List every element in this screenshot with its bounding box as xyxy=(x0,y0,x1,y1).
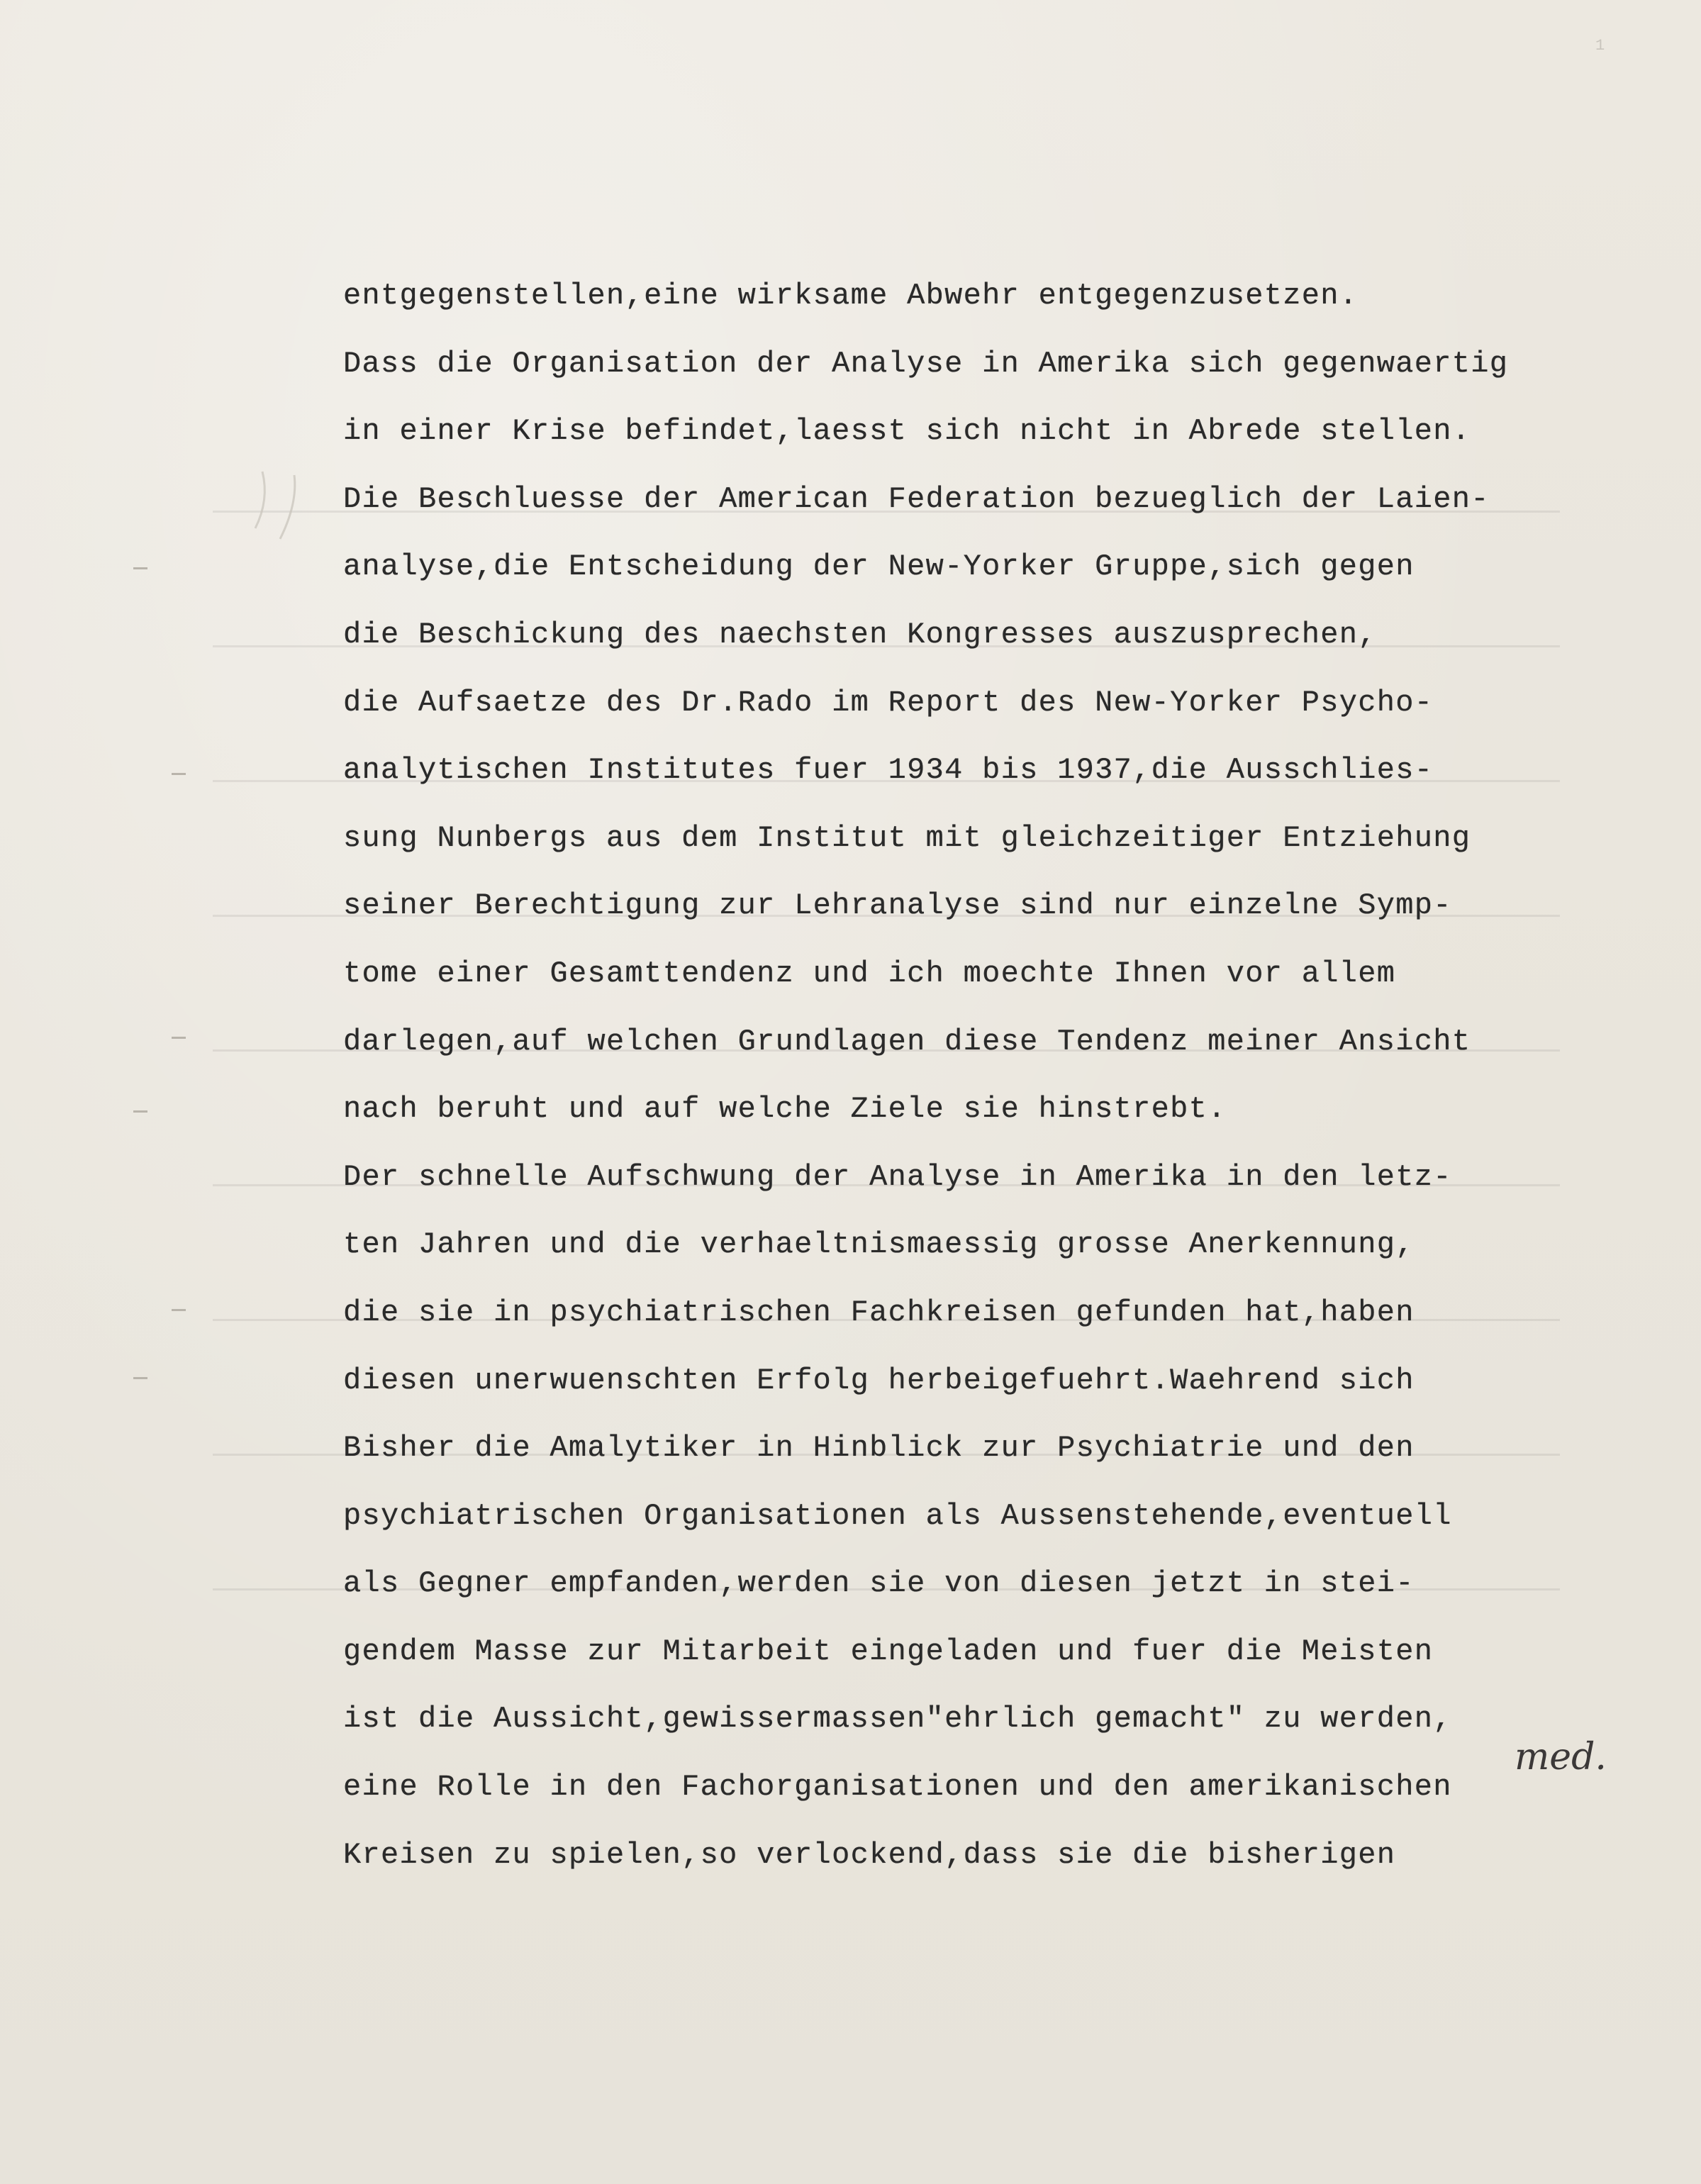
text-line: Der schnelle Aufschwung der Analyse in Amerika in den letz- xyxy=(343,1159,1452,1194)
margin-mark xyxy=(172,773,186,775)
text-line: Kreisen zu spielen,so verlockend,dass sie die bisherigen xyxy=(343,1837,1396,1872)
text-line: tome einer Gesamttendenz und ich moechte Ihnen vor allem xyxy=(343,956,1396,991)
text-line: Dass die Organisation der Analyse in Amerika sich gegenwaertig xyxy=(343,346,1509,381)
text-line: sung Nunbergs aus dem Institut mit gleichzeitiger Entziehung xyxy=(343,820,1471,855)
text-line: die sie in psychiatrischen Fachkreisen gefunden hat,haben xyxy=(343,1295,1415,1330)
margin-mark xyxy=(133,1377,147,1379)
margin-mark xyxy=(133,567,147,569)
text-line: Die Beschluesse der American Federation bezueglich der Laien- xyxy=(343,481,1490,516)
text-line: die Aufsaetze des Dr.Rado im Report des New-Yorker Psycho- xyxy=(343,685,1434,720)
handwritten-margin-note: med. xyxy=(1515,1736,1607,1778)
text-line: in einer Krise befindet,laesst sich nicht in Abrede stellen. xyxy=(343,414,1471,449)
typed-text-body xyxy=(343,262,1619,1889)
text-line: analytischen Institutes fuer 1934 bis 1937,die Ausschlies- xyxy=(343,753,1434,788)
text-line: als Gegner empfanden,werden sie von diesen jetzt in stei- xyxy=(343,1566,1415,1601)
text-line: analyse,die Entscheidung der New-Yorker Gruppe,sich gegen xyxy=(343,550,1415,584)
margin-mark xyxy=(172,1037,186,1039)
text-line: die Beschickung des naechsten Kongresses auszusprechen, xyxy=(343,617,1377,652)
text-line: Bisher die Amalytiker in Hinblick zur Psychiatrie und den xyxy=(343,1431,1415,1466)
page-number: 1 xyxy=(1595,37,1605,55)
text-line: darlegen,auf welchen Grundlagen diese Tendenz meiner Ansicht xyxy=(343,1024,1471,1059)
text-line: psychiatrischen Organisationen als Aussenstehende,eventuell xyxy=(343,1498,1452,1533)
text-line: seiner Berechtigung zur Lehranalyse sind nur einzelne Symp- xyxy=(343,888,1452,923)
margin-mark xyxy=(172,1309,186,1311)
text-line: entgegenstellen,eine wirksame Abwehr entgegenzusetzen. xyxy=(343,279,1359,313)
text-line: diesen unerwuenschten Erfolg herbeigefuehrt.Waehrend sich xyxy=(343,1363,1415,1398)
text-line: eine Rolle in den Fachorganisationen und den amerikanischen xyxy=(343,1770,1452,1805)
text-line: ist die Aussicht,gewissermassen"ehrlich gemacht" zu werden, xyxy=(343,1702,1452,1737)
text-line: nach beruht und auf welche Ziele sie hinstrebt. xyxy=(343,1092,1227,1127)
margin-mark xyxy=(133,1110,147,1113)
text-line: ten Jahren und die verhaeltnismaessig grosse Anerkennung, xyxy=(343,1227,1415,1262)
text-line: gendem Masse zur Mitarbeit eingeladen und fuer die Meisten xyxy=(343,1634,1434,1668)
